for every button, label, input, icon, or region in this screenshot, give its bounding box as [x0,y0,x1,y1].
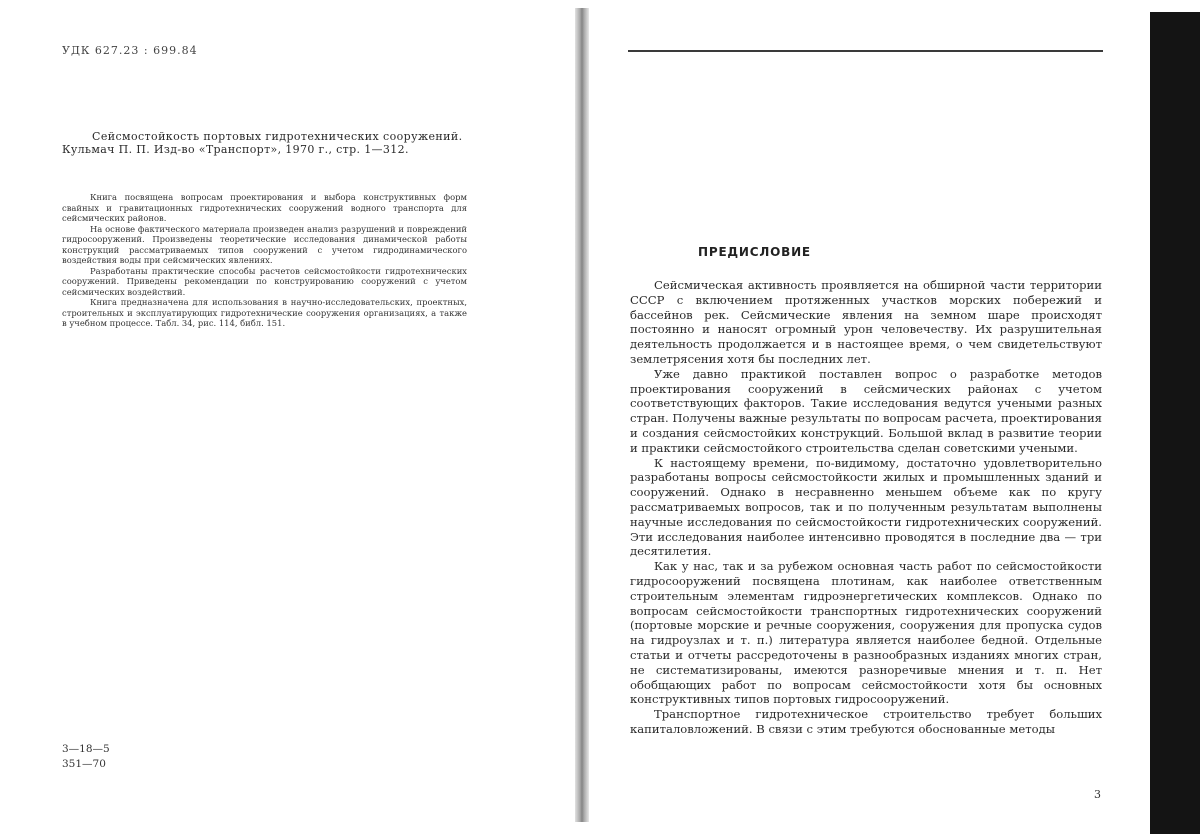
preface-paragraph: Уже давно практикой поставлен вопрос о разработке методов проектирования сооружений в сейсмических районах с учетом соответствующих факторов. Такие исследования ведутся учеными разных стран. Получены важные результаты по вопросам расчета, проектирования и создания сейсмостойких конструкций. Большой вклад в развитие теории и практики сейсмостойкого строительства сделан советскими учеными. [630,366,1102,455]
abstract-paragraph: Книга посвящена вопросам проектирования и выбора конструктивных форм свайных и гравитационных гидротехнических сооружений водного транспорта для сейсмических районов. [62,192,467,223]
udc-code: УДК 627.23 : 699.84 [62,44,198,57]
top-rule [628,50,1103,52]
page-number: 3 [1094,788,1101,801]
bibliographic-record [62,130,467,156]
scan-edge-strip [1150,12,1200,834]
publication-codes [62,742,110,772]
publication-code-1: 3—18—5 [62,743,110,755]
right-page [590,0,1150,834]
preface-paragraph: Сейсмическая активность проявляется на обширной части территории СССР с включением протяженных участков морских побережий и бассейнов рек. Сейсмические явления на земном шаре происходят постоянно и наносят огромный урон человечеству. Их разрушительная деятельность продолжается и в настоящее время, о чем свидетельствуют землетрясения хотя бы последних лет. [630,278,1102,366]
abstract [62,192,467,329]
abstract-paragraph: Книга предназначена для использования в научно-исследовательских, проектных, строительных и эксплуатирующих гидротехнические сооружения организациях, а также в учебном процессе. Табл. 34, рис. 114, библ. 151. [62,297,467,328]
preface-paragraph: К настоящему времени, по-видимому, достаточно удовлетворительно разработаны вопросы сейсмостойкости жилых и промышленных зданий и сооружений. Однако в несравненно меньшем объеме как по кругу рассматриваемых вопросов, так и по полученным результатам выполнены научные исследования по сейсмостойкости гидротехнических сооружений. Эти исследования наиболее интенсивно проводятся в последние два — три десятилетия. [630,455,1102,559]
abstract-paragraph: Разработаны практические способы расчетов сейсмостойкости гидротехнических сооружений. Приведены рекомендации по конструированию сооружений с учетом сейсмических воздействий. [62,265,467,297]
preface-paragraph: Транспортное гидротехническое строительство требует больших капиталовложений. В связи с этим требуются обоснованные методы [630,707,1102,736]
publication-code-2: 351—70 [62,758,106,770]
abstract-paragraph: На основе фактического материала произведен анализ разрушений и повреждений гидросооружений. Произведены теоретические исследования динамической работы конструкций рассматриваемых типов сооружений с учетом гидродинамического воздействия воды при сейсмических явлениях. [62,223,467,265]
biblio-details: Кульмач П. П. Изд-во «Транспорт», 1970 г., стр. 1—312. [62,143,409,156]
preface-paragraph: Как у нас, так и за рубежом основная часть работ по сейсмостойкости гидросооружений посвящена плотинам, как наиболее ответственным строительным элементам гидроэнергетических комплексов. Однако по вопросам сейсмостойкости транспортных гидротехнических сооружений (портовые морские и речные сооружения, сооружения для пропуска судов на гидроузлах и т. п.) литература является наиболее бедной. Отдельные статьи и отчеты рассредоточены в разнообразных изданиях многих стран, не систематизированы, имеются разноречивые мнения и т. п. Нет обобщающих работ по вопросам сейсмостойкости хотя бы основных конструктивных типов портовых гидросооружений. [630,559,1102,707]
biblio-title: Сейсмостойкость портовых гидротехнических сооружений. [92,130,463,143]
section-heading: ПРЕДИСЛОВИЕ [698,245,811,259]
book-spine [575,8,589,822]
preface-text [630,278,1102,737]
left-page [0,0,580,834]
